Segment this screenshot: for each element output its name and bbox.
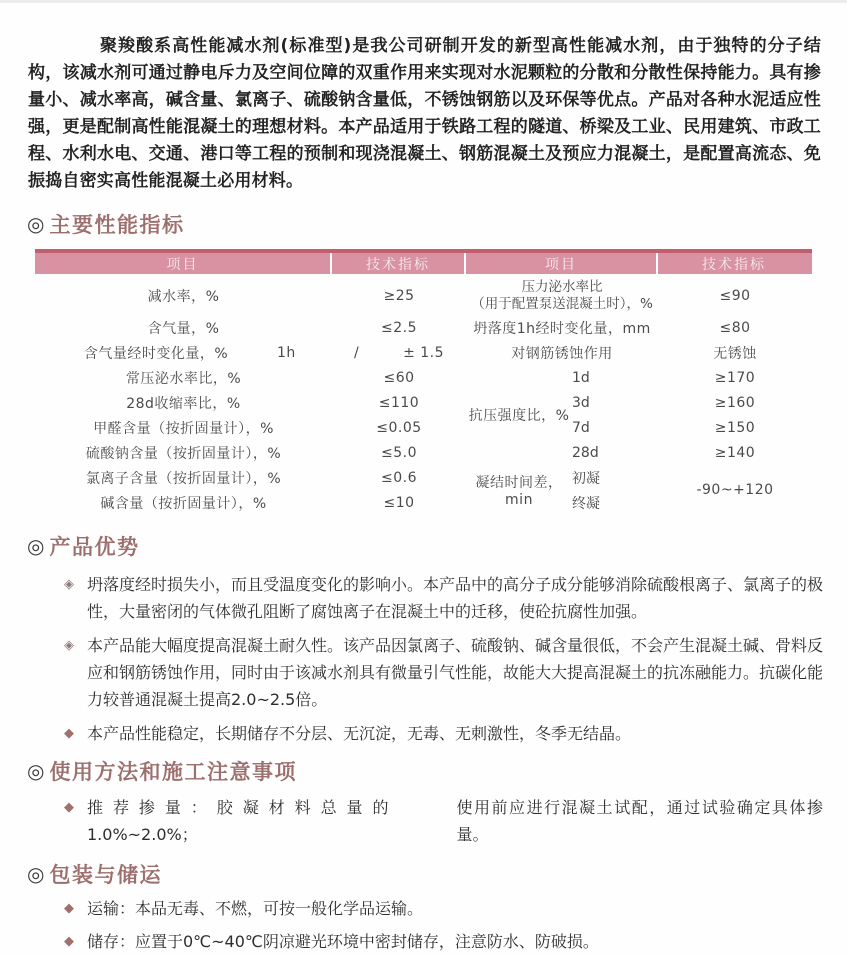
table-cell-value: ≥25 bbox=[383, 288, 415, 304]
list-item bbox=[64, 632, 823, 713]
list-item-text: 本产品能大幅度提高混凝土耐久性。该产品因氯离子、硫酸钠、碱含量很低，不会产生混凝土碱、骨料反应和钢筋锈蚀作用，同时由于该减水剂具有微量引气性能，故能大大提高混凝土的抗冻融能力。抗碳化能力较普通混凝土提高2.0~2.5倍。 bbox=[87, 636, 824, 709]
list-item bbox=[64, 571, 823, 625]
table-cell-item-line2: （用于配置泵送混凝土时），% bbox=[471, 296, 653, 312]
diamond-bullet-icon: ◈ bbox=[64, 638, 74, 653]
diamond-bullet-icon: ◈ bbox=[64, 577, 74, 592]
list-item-text: 坍落度经时损失小，而且受温度变化的影响小。本产品中的高分子成分能够消除硫酸根离子、氯离子的极性，大量密闭的气体微孔阻断了腐蚀离子在混凝土中的迁移，使砼抗腐性加强。 bbox=[87, 575, 824, 621]
table-cell-value: ≤90 bbox=[719, 288, 751, 304]
usage-list bbox=[64, 794, 823, 848]
table-cell-item: 减水率，% bbox=[147, 289, 220, 305]
section-packaging-heading bbox=[27, 859, 847, 889]
table-cell-item: 28d收缩率比，% bbox=[126, 395, 241, 412]
table-merged-compressive bbox=[466, 365, 658, 465]
table-cell-value-text: ± 1.5 bbox=[403, 344, 445, 361]
table-header-item-right: 项目 bbox=[466, 253, 658, 274]
usage-note: 使用前应进行混凝土试配，通过试验确定具体掺量。 bbox=[456, 798, 823, 844]
section-title: 主要性能指标 bbox=[49, 213, 185, 237]
table-cell-value: ≤80 bbox=[719, 319, 751, 336]
table-cell-value: ≤110 bbox=[378, 394, 420, 411]
table-cell-item: 常压泌水率比，% bbox=[125, 370, 242, 387]
table-cell-value: 无锈蚀 bbox=[713, 345, 757, 362]
table-cell-value: ≥140 bbox=[714, 444, 756, 461]
table-cell-value: ≤5.0 bbox=[381, 444, 417, 461]
advantages-list bbox=[64, 571, 823, 747]
table-setting-sub: 初凝 bbox=[572, 470, 600, 487]
table-age: 7d bbox=[572, 419, 590, 436]
section-title: 使用方法和施工注意事项 bbox=[49, 760, 297, 784]
table-cell-item: 氯离子含量（按折固量计），% bbox=[85, 470, 282, 487]
list-item-text: 运输：本品无毒、不燃，可按一般化学品运输。 bbox=[87, 899, 424, 918]
section-advantages-heading bbox=[27, 531, 847, 561]
table-body bbox=[35, 274, 812, 515]
table-cell-value: -90~+120 bbox=[696, 482, 774, 498]
table-cell-value: ≥160 bbox=[714, 394, 756, 411]
diamond-bullet-icon: ◆ bbox=[64, 901, 74, 916]
list-item bbox=[64, 720, 823, 747]
list-item-text: 储存：应置于0℃~40℃阴凉避光环境中密封储存，注意防水、防破损。 bbox=[87, 932, 599, 951]
table-cell-value: ≤0.05 bbox=[376, 419, 422, 436]
list-item bbox=[64, 897, 823, 921]
table-cell-item-label: 抗压强度比，% bbox=[468, 408, 570, 424]
table-age: 3d bbox=[572, 394, 590, 411]
table-setting-sub: 终凝 bbox=[572, 495, 600, 512]
table-cell-item: 对钢筋锈蚀作用 bbox=[511, 345, 613, 362]
table-cell-item bbox=[35, 340, 332, 365]
table-cell-item: 坍落度1h经时变化量，mm bbox=[473, 320, 651, 337]
table-header-row bbox=[35, 249, 812, 274]
table-setting-column bbox=[572, 465, 658, 515]
table-cell-value bbox=[332, 340, 466, 365]
section-marker-icon: ◎ bbox=[27, 862, 45, 886]
table-cell-value: ≤10 bbox=[383, 494, 415, 511]
table-cell-item: 碱含量（按折固量计），% bbox=[100, 495, 267, 512]
section-marker-icon: ◎ bbox=[27, 212, 45, 236]
table-cell-item-label: 凝结时间差，min bbox=[475, 475, 563, 508]
table-cell-value: ≤60 bbox=[383, 369, 415, 386]
table-cell-slash: / bbox=[353, 344, 360, 361]
table-merged-setting-time bbox=[466, 465, 658, 515]
table-cell-item: 硫酸钠含量（按折固量计），% bbox=[85, 445, 282, 462]
list-item bbox=[64, 794, 823, 848]
table-cell-sub: 1h bbox=[277, 344, 296, 361]
table-age-column bbox=[572, 365, 658, 465]
diamond-bullet-icon: ◆ bbox=[64, 934, 74, 949]
table-age: 1d bbox=[572, 369, 590, 386]
table-header-spec-left: 技术指标 bbox=[332, 253, 466, 274]
table-cell-value: ≥170 bbox=[714, 369, 756, 386]
table-header-item-left: 项目 bbox=[35, 253, 332, 274]
diamond-bullet-icon: ◆ bbox=[64, 800, 74, 815]
table-cell-item: 含气量，% bbox=[147, 320, 220, 337]
section-performance-heading bbox=[27, 209, 847, 239]
table-cell-item bbox=[466, 277, 658, 315]
table-cell-item-label: 含气量经时变化量，% bbox=[83, 345, 229, 362]
datasheet-page bbox=[0, 33, 847, 954]
performance-table bbox=[35, 249, 812, 515]
list-item-text bbox=[87, 794, 823, 848]
section-usage-heading bbox=[27, 756, 847, 786]
table-cell-item: 甲醛含量（按折固量计），% bbox=[93, 420, 274, 437]
table-age: 28d bbox=[572, 444, 599, 461]
list-item bbox=[64, 930, 823, 954]
section-marker-icon: ◎ bbox=[27, 534, 45, 558]
section-title: 产品优势 bbox=[49, 535, 140, 559]
table-cell-item-line1: 压力泌水率比 bbox=[521, 279, 603, 295]
section-marker-icon: ◎ bbox=[27, 759, 45, 783]
list-item-text: 本产品性能稳定，长期储存不分层、无沉淀，无毒、无刺激性，冬季无结晶。 bbox=[87, 724, 632, 743]
intro-paragraph: 聚羧酸系高性能减水剂(标准型)是我公司研制开发的新型高性能减水剂，由于独特的分子结构，该减水剂可通过静电斥力及空间位障的双重作用来实现对水泥颗粒的分散和分散性保持能力。具有掺量小、减水率高，碱含量、氯离子、硫酸钠含量低，不锈蚀钢筋以及环保等优点。产品对各种水泥适应性强，更是配制高性能混凝土的理想材料。本产品适用于铁路工程的隧道、桥梁及工业、民用建筑、市政工程、水利水电、交通、港口等工程的预制和现浇混凝土、钢筋混凝土及预应力混凝土，是配置高流态、免振捣自密实高性能混凝土必用材料。 bbox=[28, 36, 821, 191]
diamond-bullet-icon: ◆ bbox=[64, 726, 74, 741]
section-title: 包装与储运 bbox=[49, 863, 162, 887]
table-cell-value: ≤0.6 bbox=[381, 469, 417, 486]
usage-dosage: 推荐掺量：胶凝材料总量的1.0%~2.0%； bbox=[87, 798, 389, 844]
packaging-list bbox=[64, 897, 823, 954]
table-cell-value: ≤2.5 bbox=[381, 319, 417, 336]
table-cell-value: ≥150 bbox=[714, 419, 756, 436]
table-header-spec-right: 技术指标 bbox=[702, 256, 766, 273]
